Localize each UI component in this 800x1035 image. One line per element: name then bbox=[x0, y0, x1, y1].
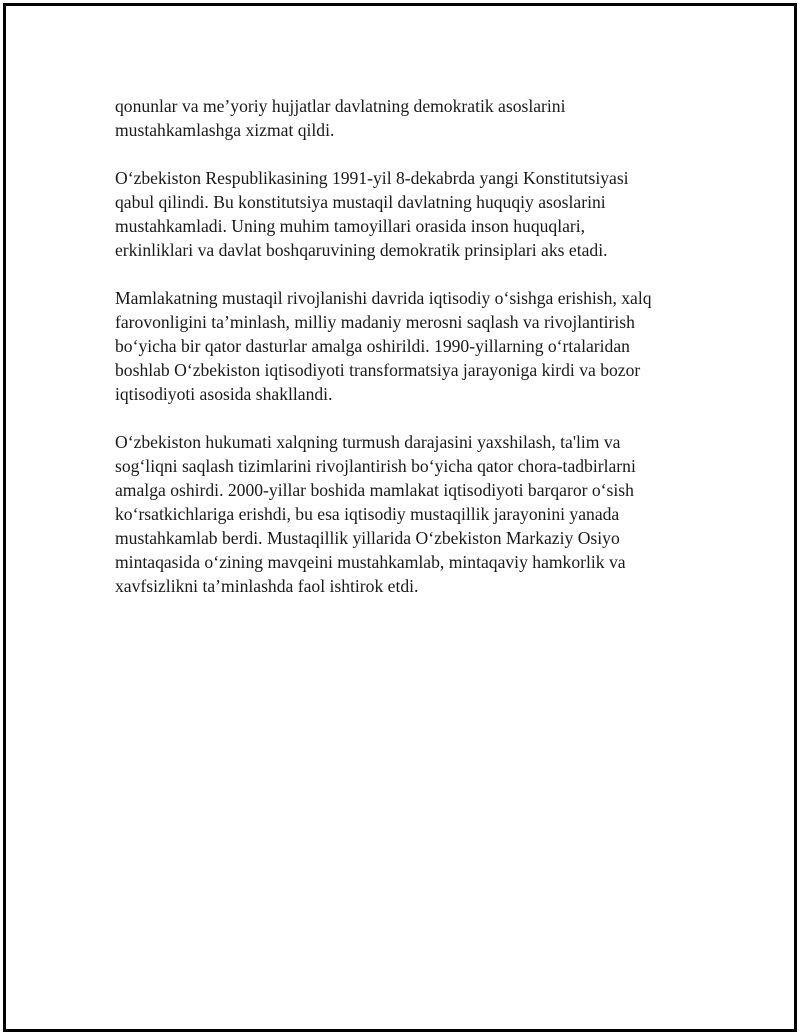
paragraph-4 bbox=[115, 430, 695, 598]
text-line: iqtisodiyoti asosida shakllandi. bbox=[115, 384, 333, 404]
text-line: xavfsizlikni ta’minlashda faol ishtirok etdi. bbox=[115, 576, 419, 596]
paragraph-3 bbox=[115, 286, 695, 406]
text-line: ko‘rsatkichlariga erishdi, bu esa iqtisodiy mustaqillik jarayonini yanada bbox=[115, 504, 620, 524]
paragraph-1 bbox=[115, 94, 695, 142]
text-line: mustahkamlashga xizmat qildi. bbox=[115, 120, 335, 140]
text-line: farovonligini ta’minlash, milliy madaniy merosni saqlash va rivojlantirish bbox=[115, 312, 635, 332]
text-line: mustahkamlab berdi. Mustaqillik yillarida O‘zbekiston Markaziy Osiyo bbox=[115, 528, 620, 548]
text-line: qabul qilindi. Bu konstitutsiya mustaqil davlatning huquqiy asoslarini bbox=[115, 192, 606, 212]
text-line: O‘zbekiston hukumati xalqning turmush darajasini yaxshilash, ta'lim va bbox=[115, 432, 621, 452]
paragraph-2 bbox=[115, 166, 695, 262]
text-line: boshlab O‘zbekiston iqtisodiyoti transformatsiya jarayoniga kirdi va bozor bbox=[115, 360, 641, 380]
document-body bbox=[115, 94, 695, 622]
text-line: sog‘liqni saqlash tizimlarini rivojlantirish bo‘yicha qator chora-tadbirlarni bbox=[115, 456, 636, 476]
text-line: mintaqasida o‘zining mavqeini mustahkamlab, mintaqaviy hamkorlik va bbox=[115, 552, 626, 572]
text-line: amalga oshirdi. 2000-yillar boshida mamlakat iqtisodiyoti barqaror o‘sish bbox=[115, 480, 634, 500]
text-line: bo‘yicha bir qator dasturlar amalga oshirildi. 1990-yillarning o‘rtalaridan bbox=[115, 336, 630, 356]
text-line: mustahkamladi. Uning muhim tamoyillari orasida inson huquqlari, bbox=[115, 216, 586, 236]
text-line: erkinliklari va davlat boshqaruvining demokratik prinsiplari aks etadi. bbox=[115, 240, 608, 260]
text-line: Mamlakatning mustaqil rivojlanishi davrida iqtisodiy o‘sishga erishish, xalq bbox=[115, 288, 652, 308]
text-line: qonunlar va me’yoriy hujjatlar davlatning demokratik asoslarini bbox=[115, 96, 566, 116]
text-line: O‘zbekiston Respublikasining 1991-yil 8-dekabrda yangi Konstitutsiyasi bbox=[115, 168, 629, 188]
